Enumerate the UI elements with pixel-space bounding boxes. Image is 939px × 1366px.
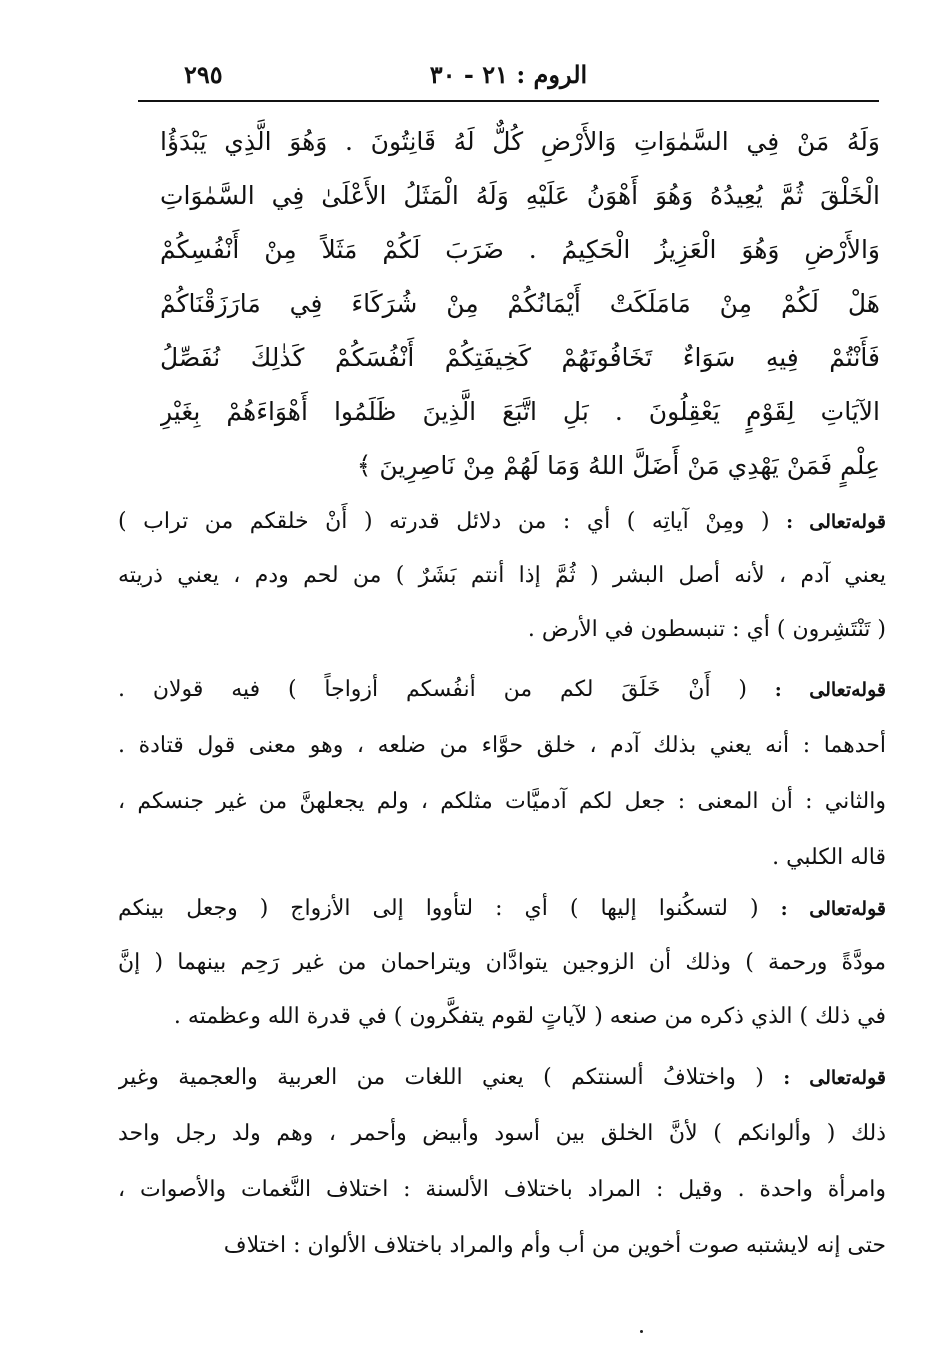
commentary-lead-label: قوله‌تعالى : [783,1067,886,1089]
commentary-line [118,774,886,830]
commentary-text: ( لتسكُنوا إليها ) أي : لتأووا إلى الأزواج ( وجعل بينكم [118,896,781,921]
commentary-line [118,1162,886,1218]
commentary-text: والثاني : أن المعنى : جعل لكم آدميَّات مثلكم ، ولم يجعلهنَّ من غير جنسكم ، [118,789,886,814]
commentary-line [118,1106,886,1162]
header-rule [138,100,879,102]
commentary-line [118,718,886,774]
commentary-line [118,662,886,718]
commentary-line [118,1050,886,1106]
commentary-text: في ذلك ) الذي ذكره من صنعه ( لآياتٍ لقوم يتفكَّرون ) في قدرة الله وعظمته . [173,1004,886,1029]
commentary-text: ( واختلافُ ألسنتكم ) يعني اللغات من العربية والعجمية وغير [118,1065,784,1090]
page-number: ٢٩٥ [184,60,223,89]
commentary-text: حتى إنه لايشتبه صوت أخوين من أب وأم والمراد باختلاف الألوان : اختلاف [223,1233,886,1258]
verse-line: وَلَهُ مَنْ فِي السَّمٰوَاتِ وَالأَرْضِ كُلٌّ لَهُ قَانِتُونَ . وَهُوَ الَّذِي يَبْدَؤُا [160,127,880,156]
commentary-text: ذلك ( وألوانكم ) لأنَّ الخلق بين أسود وأبيض وأحمر ، وهم ولد رجل واحد [118,1121,886,1146]
quran-verse-block [160,115,880,493]
commentary-line [118,1218,886,1274]
commentary-text: ( تَنْتَشِرون ) أي : تنبسطون في الأرض . [527,617,886,642]
commentary-line [118,830,886,886]
commentary-text: أحدهما : أنه يعني بذلك آدم ، خلق حوَّاء من ضلعه ، وهو معنى قول قتادة . [118,733,886,758]
verse-line: وَالأَرْضِ وَهُوَ الْعَزِيزُ الْحَكِيمُ . ضَرَبَ لَكُمْ مَثَلاً مِنْ أَنْفُسِكُمْ [160,235,880,264]
commentary-text: مودَّةً ورحمة ) وذلك أن الزوجين يتوادَّان ويتراحمان من غير رَحِم بينهما ( إنَّ [118,950,886,975]
commentary-lead-label: قوله‌تعالى : [774,679,886,701]
running-title: الروم : ٢١ - ٣٠ [429,60,588,89]
verse-line: الآيَاتِ لِقَوْمٍ يَعْقِلُونَ . بَلِ اتَّبَعَ الَّذِينَ ظَلَمُوا أَهْوَاءَهُمْ بِغَيْرِ [160,397,880,426]
commentary-line [118,990,886,1044]
commentary-line [118,603,886,657]
commentary-line [118,882,886,936]
commentary-text: ( أَنْ خَلَقَ لكم من أنفُسكم أزواجاً ) فيه قولان . [118,677,775,702]
commentary-paragraph [118,882,886,1044]
commentary-text: وامرأة واحدة . وقيل : المراد باختلاف الألسنة : اختلاف النَّغمات والأصوات ، [118,1177,886,1202]
scan-speck [640,1330,643,1333]
verse-line: هَلْ لَكُمْ مِنْ مَامَلَكَتْ أَيْمَانُكُمْ مِنْ شُرَكَاءَ فِي مَارَزَقْنَاكُمْ [160,289,880,318]
commentary-line [118,936,886,990]
commentary-text: قاله الكلبي . [772,845,886,870]
verse-line: فَأَنْتُمْ فِيهِ سَوَاءٌ تَخَافُونَهُمْ كَخِيفَتِكُمْ أَنْفُسَكُمْ كَذٰلِكَ نُفَصِّلُ [160,343,880,372]
page-header [138,52,879,96]
commentary-line [118,549,886,603]
commentary-lead-label: قوله‌تعالى : [786,511,886,533]
commentary-lead-label: قوله‌تعالى : [780,898,886,920]
commentary-text: يعني آدم ، لأنه أصل البشر ( ثُمَّ إذا أنتم بَشَرٌ ) من لحم ودم ، يعني ذريته [118,563,886,588]
commentary-line [118,495,886,549]
commentary-paragraph [118,495,886,657]
commentary-text: ( ومِنْ آياتِه ) أي : من دلائل قدرته ( أَنْ خلقكم من تراب ) [118,509,787,534]
verse-line: الْخَلْقَ ثُمَّ يُعِيدُهُ وَهُوَ أَهْوَنُ عَلَيْهِ وَلَهُ الْمَثَلُ الأَعْلَىٰ فِي السَّمٰوَاتِ [160,181,880,210]
commentary-paragraph [118,1050,886,1274]
verse-line: عِلْمٍ فَمَنْ يَهْدِي مَنْ أَضَلَّ اللهُ وَمَا لَهُمْ مِنْ نَاصِرِينَ ﴾ [356,451,880,480]
commentary-paragraph [118,662,886,886]
